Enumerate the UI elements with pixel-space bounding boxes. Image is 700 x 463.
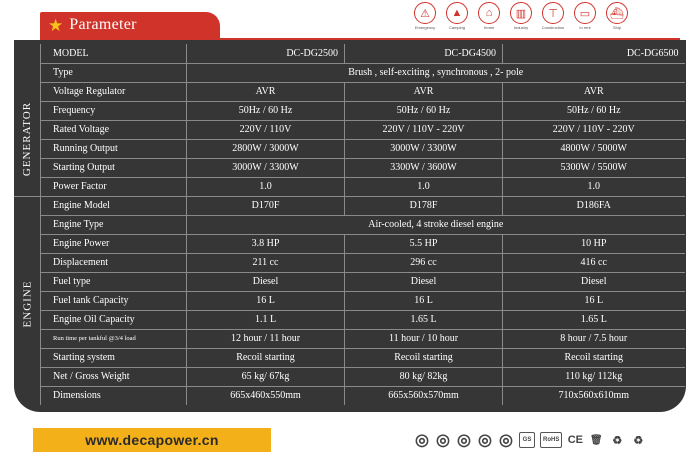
spec-label: Voltage Regulator	[41, 82, 187, 101]
application-item	[508, 2, 534, 30]
spec-value: 665x460x550mm	[187, 386, 345, 405]
engine-section-label: ENGINE	[21, 280, 33, 328]
spec-value: 65 kg/ 67kg	[187, 367, 345, 386]
spec-value: 710x560x610mm	[503, 386, 685, 405]
spec-value: 10 HP	[503, 234, 685, 253]
emergency-light-icon: ⚠	[414, 2, 436, 24]
spec-row	[41, 386, 685, 405]
spec-value: 80 kg/ 82kg	[345, 367, 503, 386]
construction-crane-icon: ⊤	[542, 2, 564, 24]
spec-value: 3.8 HP	[187, 234, 345, 253]
spec-row	[41, 329, 685, 348]
cert-seal-5-icon: ◎	[499, 432, 513, 449]
cert-seal-3-icon: ◎	[457, 432, 471, 449]
spec-row	[41, 139, 685, 158]
spec-row	[41, 196, 685, 215]
spec-label: Rated Voltage	[41, 120, 187, 139]
application-label: Ship	[612, 25, 621, 30]
spec-value: 665x560x570mm	[345, 386, 503, 405]
spec-label: Displacement	[41, 253, 187, 272]
spec-label: Engine Power	[41, 234, 187, 253]
spec-value-all-models: Air-cooled, 4 stroke diesel engine	[187, 215, 685, 234]
spec-label: Frequency	[41, 101, 187, 120]
recycle-icon: ♻	[612, 434, 623, 447]
spec-value: 296 cc	[345, 253, 503, 272]
rohs-compliant-icon: RoHS	[540, 432, 562, 448]
spec-value: AVR	[345, 82, 503, 101]
spec-row	[41, 215, 685, 234]
spec-value: 3000W / 3300W	[187, 158, 345, 177]
spec-value: 1.1 L	[187, 310, 345, 329]
spec-row	[41, 158, 685, 177]
spec-value: 16 L	[187, 291, 345, 310]
application-label: Construction	[541, 25, 565, 30]
spec-value: 16 L	[503, 291, 685, 310]
spec-value: 8 hour / 7.5 hour	[503, 329, 685, 348]
spec-label: Net / Gross Weight	[41, 367, 187, 386]
spec-value: 4800W / 5000W	[503, 139, 685, 158]
ce-mark-icon: CE	[567, 434, 583, 446]
spec-value: 416 cc	[503, 253, 685, 272]
model-name: DC-DG4500	[345, 44, 503, 63]
model-row	[41, 44, 685, 63]
application-label: Home	[483, 25, 495, 30]
spec-value: 50Hz / 60 Hz	[503, 101, 685, 120]
gs-mark-icon: GS	[519, 432, 535, 448]
spec-value: 1.0	[345, 177, 503, 196]
model-name: DC-DG2500	[187, 44, 345, 63]
spec-label: Type	[41, 63, 187, 82]
spec-value: Recoil starting	[187, 348, 345, 367]
home-icon: ⌂	[478, 2, 500, 24]
spec-value: 110 kg/ 112kg	[503, 367, 685, 386]
spec-label: Starting Output	[41, 158, 187, 177]
application-label: Emergency	[414, 25, 436, 30]
application-item	[540, 2, 566, 30]
spec-row	[41, 234, 685, 253]
spec-value: Recoil starting	[345, 348, 503, 367]
application-label: Camping	[448, 25, 465, 30]
spec-value: 1.65 L	[345, 310, 503, 329]
spec-value: D178F	[345, 196, 503, 215]
spec-table	[40, 44, 685, 405]
spec-label: Engine Model	[41, 196, 187, 215]
spec-value: D170F	[187, 196, 345, 215]
application-item	[476, 2, 502, 30]
spec-value: 50Hz / 60 Hz	[345, 101, 503, 120]
cert-seal-1-icon: ◎	[415, 432, 429, 449]
application-item	[412, 2, 438, 30]
weee-bin-icon: 🗑	[589, 434, 603, 446]
spec-value: 3300W / 3600W	[345, 158, 503, 177]
application-icons	[412, 2, 630, 30]
spec-label: Run time per tankful @3/4 load	[41, 329, 187, 348]
application-item	[572, 2, 598, 30]
parameter-title: Parameter	[69, 16, 137, 33]
spec-value: 220V / 110V - 220V	[503, 120, 685, 139]
camping-tent-icon: ▲	[446, 2, 468, 24]
spec-row	[41, 291, 685, 310]
spec-value: 11 hour / 10 hour	[345, 329, 503, 348]
spec-value: 1.0	[503, 177, 685, 196]
cert-seal-4-icon: ◎	[478, 432, 492, 449]
industry-factory-icon: ▥	[510, 2, 532, 24]
spec-value: D186FA	[503, 196, 685, 215]
spec-value: 220V / 110V	[187, 120, 345, 139]
spec-value: 220V / 110V - 220V	[345, 120, 503, 139]
spec-label: Power Factor	[41, 177, 187, 196]
spec-value: Recoil starting	[503, 348, 685, 367]
model-label: MODEL	[41, 44, 187, 63]
spec-row	[41, 63, 685, 82]
application-label: Industry	[513, 25, 529, 30]
spec-value: 5300W / 5500W	[503, 158, 685, 177]
website-banner[interactable]: www.decapower.cn	[33, 428, 271, 452]
spec-value: Diesel	[187, 272, 345, 291]
spec-row	[41, 101, 685, 120]
spec-value-all-models: Brush , self-exciting , synchronous , 2- pole	[187, 63, 685, 82]
spec-row	[41, 253, 685, 272]
star-icon: ★	[48, 15, 64, 35]
spec-row	[41, 272, 685, 291]
cert-seal-2-icon: ◎	[436, 432, 450, 449]
certification-marks	[414, 432, 646, 448]
spec-value: 3000W / 3300W	[345, 139, 503, 158]
application-item	[444, 2, 470, 30]
application-label: In rent	[579, 25, 591, 30]
spec-value: AVR	[187, 82, 345, 101]
spec-label: Fuel type	[41, 272, 187, 291]
spec-value: Diesel	[345, 272, 503, 291]
spec-label: Fuel tank Capacity	[41, 291, 187, 310]
spec-value: 2800W / 3000W	[187, 139, 345, 158]
spec-value: 16 L	[345, 291, 503, 310]
spec-row	[41, 120, 685, 139]
spec-value: 12 hour / 11 hour	[187, 329, 345, 348]
spec-row	[41, 310, 685, 329]
spec-row	[41, 82, 685, 101]
spec-row	[41, 348, 685, 367]
spec-value: 50Hz / 60 Hz	[187, 101, 345, 120]
spec-value: Diesel	[503, 272, 685, 291]
spec-value: 5.5 HP	[345, 234, 503, 253]
spec-label: Engine Type	[41, 215, 187, 234]
spec-row	[41, 367, 685, 386]
spec-value: 1.65 L	[503, 310, 685, 329]
spec-label: Running Output	[41, 139, 187, 158]
ship-icon: ⛴	[606, 2, 628, 24]
spec-label: Engine Oil Capacity	[41, 310, 187, 329]
spec-label: Starting system	[41, 348, 187, 367]
generator-section-label: GENERATOR	[21, 101, 34, 177]
spec-value: 211 cc	[187, 253, 345, 272]
spec-value: 1.0	[187, 177, 345, 196]
model-name: DC-DG6500	[503, 44, 685, 63]
spec-row	[41, 177, 685, 196]
rent-truck-icon: ▭	[574, 2, 596, 24]
application-item	[604, 2, 630, 30]
parameter-tab	[40, 12, 220, 38]
spec-value: AVR	[503, 82, 685, 101]
recycle-paper-icon: ♻	[633, 434, 644, 447]
spec-label: Dimensions	[41, 386, 187, 405]
